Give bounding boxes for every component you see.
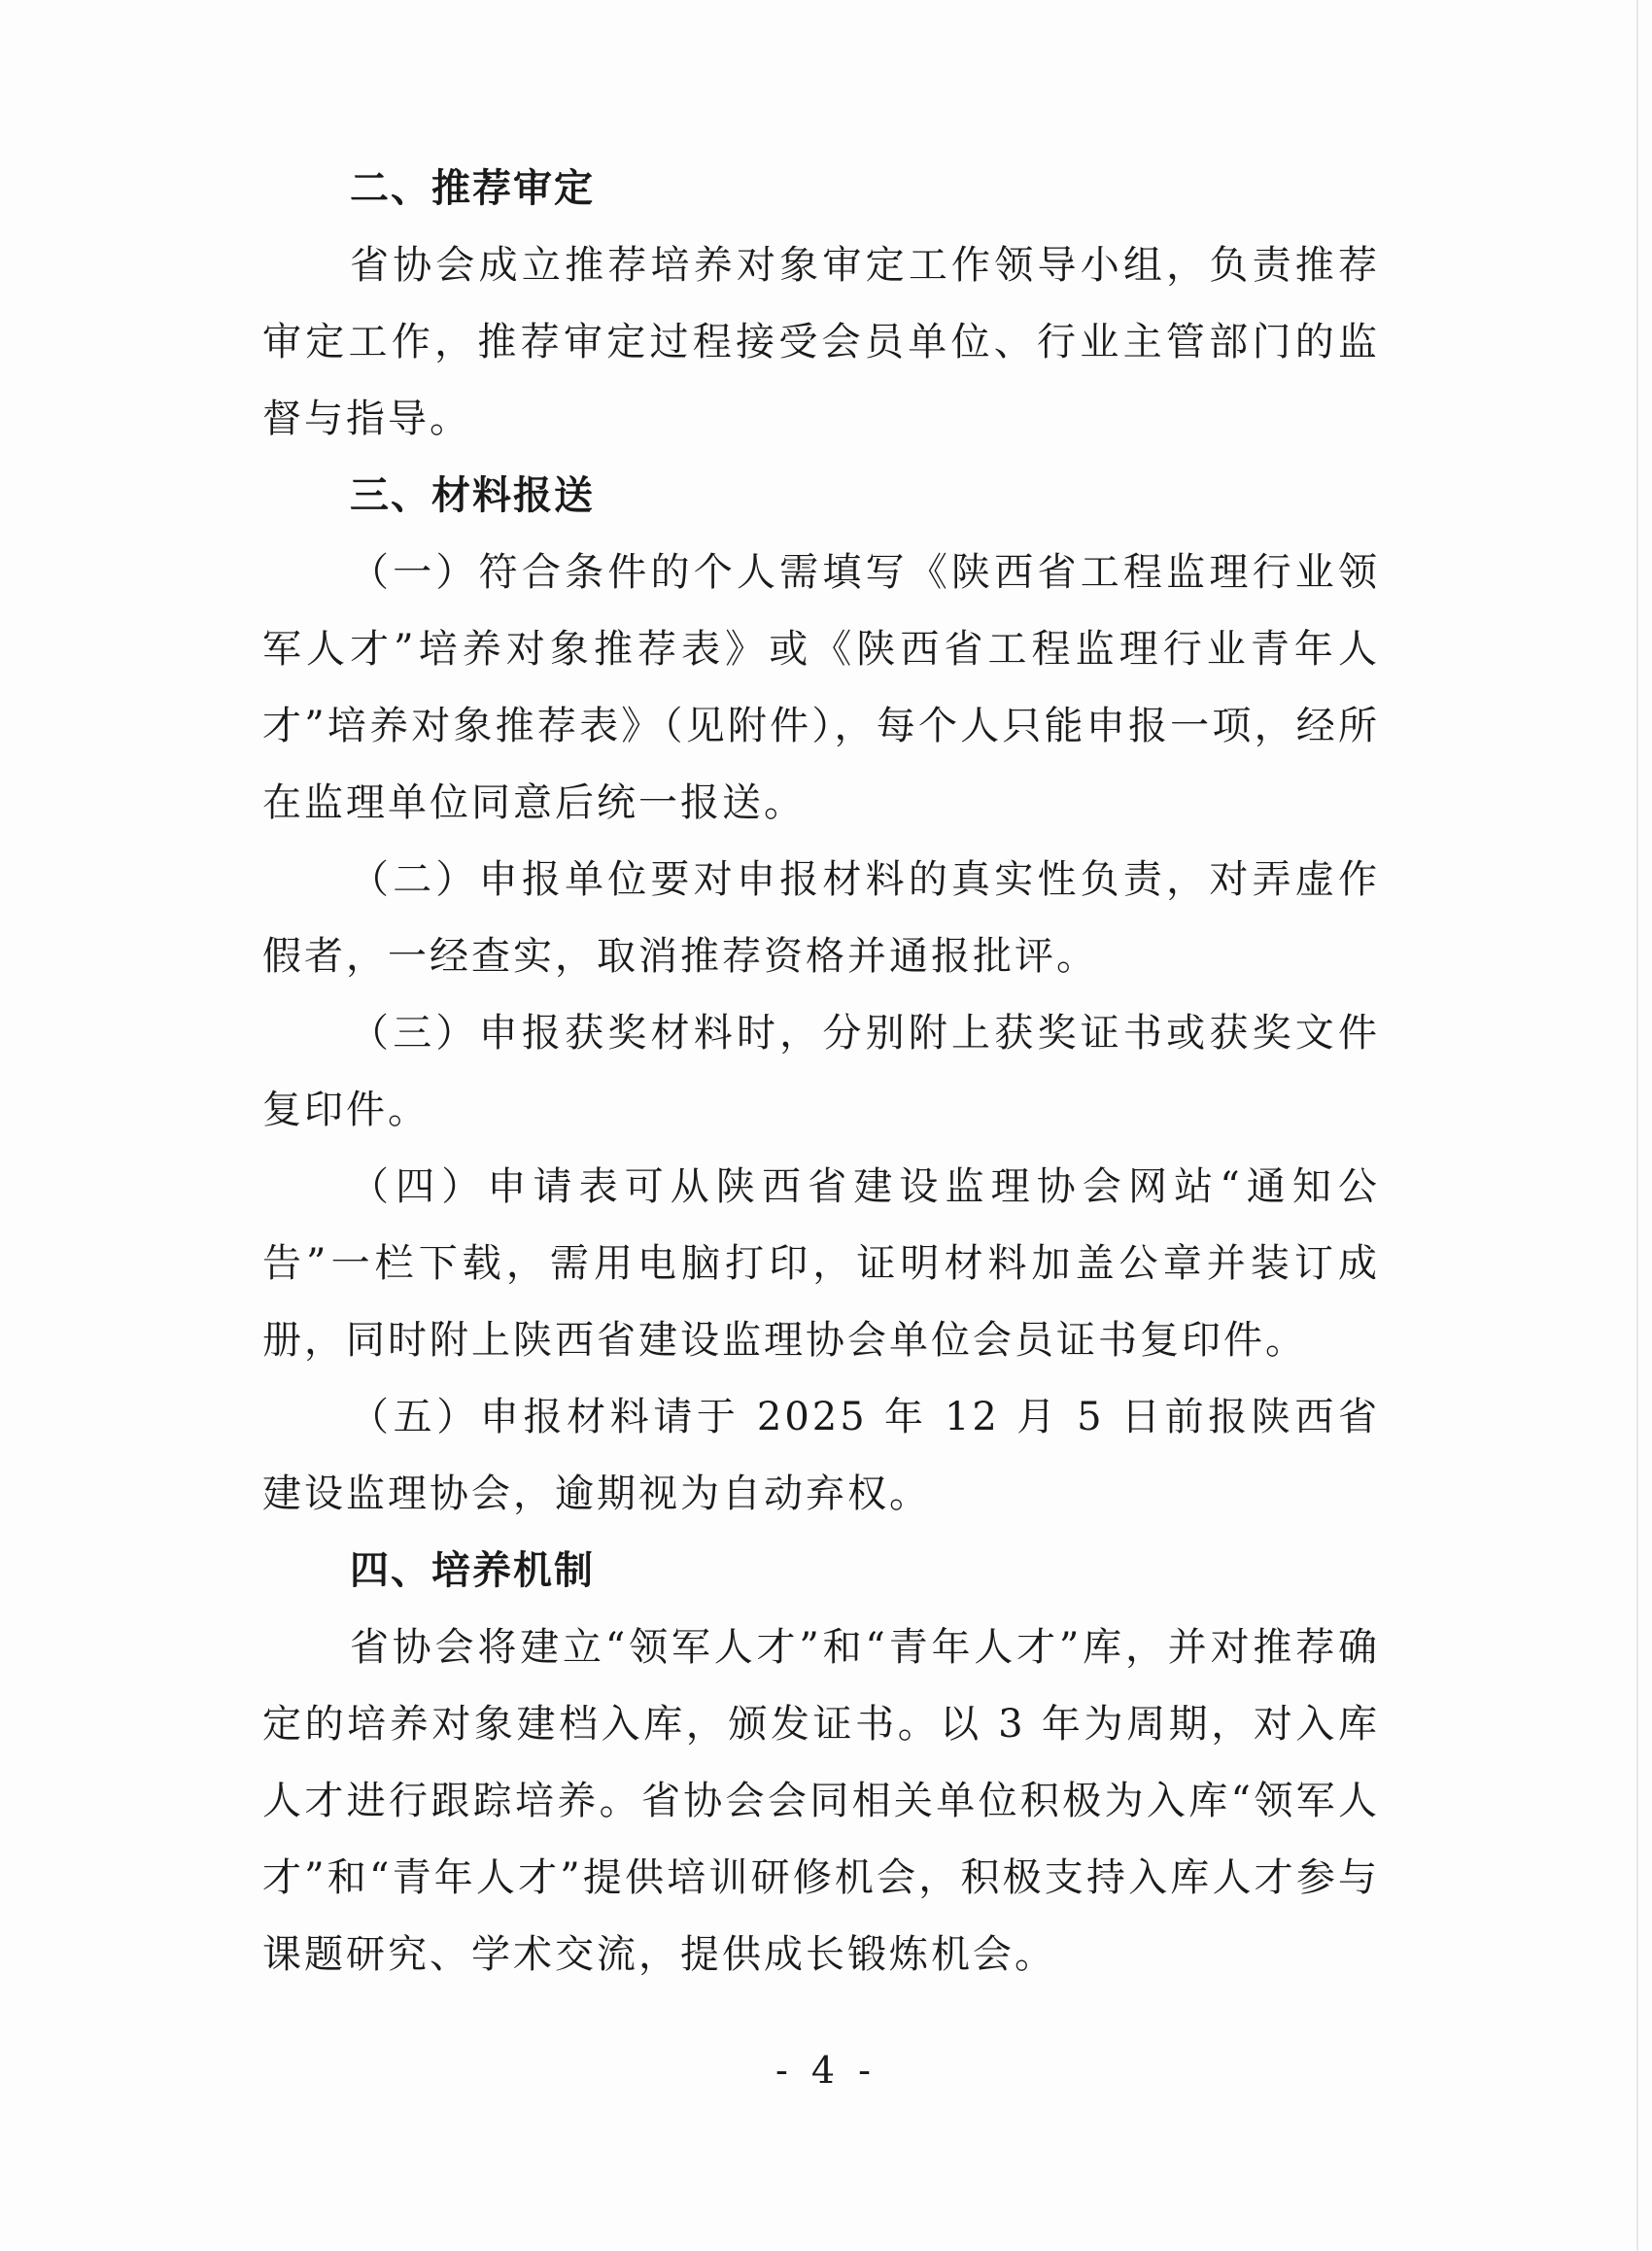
section-heading-material-submission: 三、材料报送 (350, 473, 595, 518)
section-heading-recommendation-review: 二、推荐审定 (350, 166, 595, 211)
paragraph: （二）申报单位要对申报材料的真实性负责，对弄虚作假者，一经查实，取消推荐资格并通报批评。 (262, 857, 1380, 979)
paragraph: 省协会成立推荐培养对象审定工作领导小组，负责推荐审定工作，推荐审定过程接受会员单位、行业主管部门的监督与指导。 (262, 243, 1380, 441)
paragraph: （四）申请表可从陕西省建设监理协会网站“通知公告”一栏下载，需用电脑打印，证明材料加盖公章并装订成册，同时附上陕西省建设监理协会单位会员证书复印件。 (262, 1164, 1380, 1363)
section-heading-training-mechanism: 四、培养机制 (350, 1548, 595, 1593)
document-body (262, 151, 1380, 1993)
paragraph: （一）符合条件的个人需填写《陕西省工程监理行业领军人才”培养对象推荐表》或《陕西省工程监理行业青年人才”培养对象推荐表》（见附件），每个人只能申报一项，经所在监理单位同意后统一报送。 (262, 550, 1380, 825)
paragraph: 省协会将建立“领军人才”和“青年人才”库，并对推荐确定的培养对象建档入库，颁发证书。以 3 年为周期，对入库人才进行跟踪培养。省协会会同相关单位积极为入库“领军人才”和“青年人才”提供培训研修机会，积极支持入库人才参与课题研究、学术交流，提供成长锻炼机会。 (262, 1625, 1380, 1977)
paragraph: （三）申报获奖材料时，分别附上获奖证书或获奖文件复印件。 (262, 1011, 1380, 1132)
paragraph: （五）申报材料请于 2025 年 12 月 5 日前报陕西省建设监理协会，逾期视为自动弃权。 (262, 1395, 1380, 1516)
page-edge-line (1636, 0, 1638, 2251)
page-number: - 4 - (774, 2049, 877, 2092)
